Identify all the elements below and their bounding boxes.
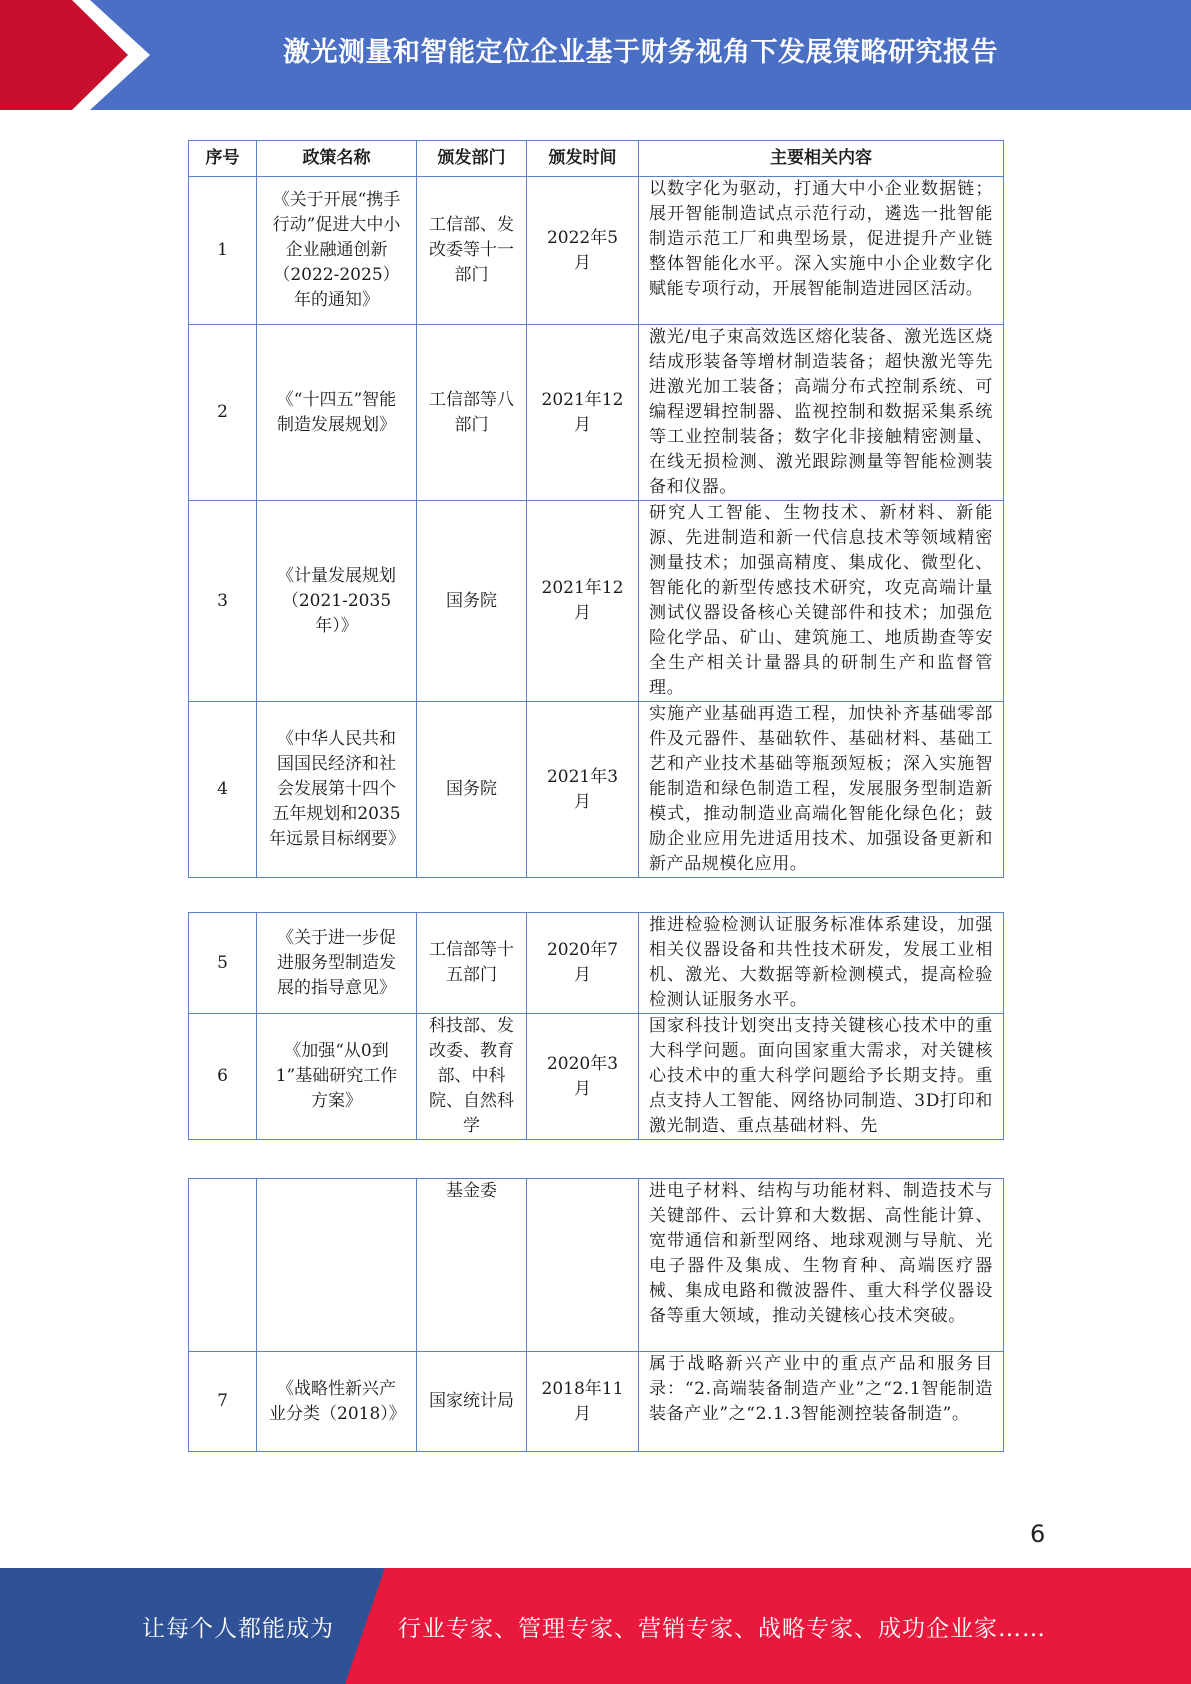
row-number: 6 [189,1014,257,1140]
table-row [189,177,1004,325]
table-row [189,913,1004,1014]
row-number: 3 [189,501,257,702]
row-number: 2 [189,325,257,501]
row-number: 1 [189,177,257,325]
table-row [189,702,1004,878]
policy-name: 《关于进一步促进服务型制造发展的指导意见》 [257,913,417,1014]
policy-name: 《“十四五”智能制造发展规划》 [257,325,417,501]
column-header: 主要相关内容 [639,141,1004,177]
policy-content: 国家科技计划突出支持关键核心技术中的重大科学问题。面向国家重大需求，对关键核心技术中的重大科学问题给予长期支持。重点支持人工智能、网络协同制造、3D打印和激光制造、重点基础材料、先 [639,1014,1004,1140]
issuing-department: 国务院 [417,702,527,878]
table-row [189,1014,1004,1140]
table-row [189,1352,1004,1452]
policy-name: 《中华人民共和国国民经济和社会发展第十四个五年规划和2035年远景目标纲要》 [257,702,417,878]
policy-content: 以数字化为驱动，打通大中小企业数据链；展开智能制造试点示范行动，遴选一批智能制造示范工厂和典型场景，促进提升产业链整体智能化水平。深入实施中小企业数字化赋能专项行动，开展智能制造进园区活动。 [639,177,1004,325]
issuing-department: 科技部、发改委、教育部、中科院、自然科学 [417,1014,527,1140]
page-footer [0,1568,1191,1684]
issue-date: 2020年3月 [527,1014,639,1140]
table-row-continued [189,1179,1004,1352]
policy-table-part-2 [188,912,1004,1140]
page-number: 6 [1030,1520,1046,1548]
column-header: 颁发部门 [417,141,527,177]
page-header [0,0,1191,110]
policy-content: 激光/电子束高效选区熔化装备、激光选区烧结成形装备等增材制造装备；超快激光等先进激光加工装备；高端分布式控制系统、可编程逻辑控制器、监视控制和数据采集系统等工业控制装备；数字化非接触精密测量、在线无损检测、激光跟踪测量等智能检测装备和仪器。 [639,325,1004,501]
table-row [189,501,1004,702]
policy-content: 研究人工智能、生物技术、新材料、新能源、先进制造和新一代信息技术等领域精密测量技术；加强高精度、集成化、微型化、智能化的新型传感技术研究，攻克高端计量测试仪器设备核心关键部件和技术；加强危险化学品、矿山、建筑施工、地质勘查等安全生产相关计量器具的研制生产和监督管理。 [639,501,1004,702]
row-number: 7 [189,1352,257,1452]
issue-date: 2018年11月 [527,1352,639,1452]
issuing-department: 国家统计局 [417,1352,527,1452]
report-title: 激光测量和智能定位企业基于财务视角下发展策略研究报告 [283,37,998,68]
column-header: 政策名称 [257,141,417,177]
table-row [189,325,1004,501]
issuing-department: 工信部、发改委等十一部门 [417,177,527,325]
footer-slogan-left: 让每个人都能成为 [142,1616,334,1642]
issuing-department: 工信部等八部门 [417,325,527,501]
column-header: 序号 [189,141,257,177]
issuing-department: 基金委 [417,1179,527,1352]
row-number: 4 [189,702,257,878]
policy-name: 《加强“从0到1”基础研究工作方案》 [257,1014,417,1140]
policy-content: 属于战略新兴产业中的重点产品和服务目录：“2.高端装备制造产业”之“2.1智能制造装备产业”之“2.1.3智能测控装备制造”。 [639,1352,1004,1452]
policy-content: 实施产业基础再造工程，加快补齐基础零部件及元器件、基础软件、基础材料、基础工艺和产业技术基础等瓶颈短板；深入实施智能制造和绿色制造工程，发展服务型制造新模式，推动制造业高端化智能化绿色化；鼓励企业应用先进适用技术、加强设备更新和新产品规模化应用。 [639,702,1004,878]
policy-table-part-3 [188,1178,1004,1452]
issuing-department: 工信部等十五部门 [417,913,527,1014]
issue-date: 2021年3月 [527,702,639,878]
policy-name: 《计量发展规划（2021-2035年）》 [257,501,417,702]
policy-content: 进电子材料、结构与功能材料、制造技术与关键部件、云计算和大数据、高性能计算、宽带通信和新型网络、地球观测与导航、光电子器件及集成、生物育种、高端医疗器械、集成电路和微波器件、重大科学仪器设备等重大领域，推动关键核心技术突破。 [639,1179,1004,1352]
policy-content: 推进检验检测认证服务标准体系建设，加强相关仪器设备和共性技术研发，发展工业相机、激光、大数据等新检测模式，提高检验检测认证服务水平。 [639,913,1004,1014]
issue-date: 2020年7月 [527,913,639,1014]
issuing-department: 国务院 [417,501,527,702]
policy-table-part-1 [188,140,1004,878]
row-number: 5 [189,913,257,1014]
policy-name [257,1179,417,1352]
column-header: 颁发时间 [527,141,639,177]
issue-date: 2021年12月 [527,325,639,501]
red-arrow-shape [0,0,150,110]
table-header-row [189,141,1004,177]
row-number [189,1179,257,1352]
issue-date: 2021年12月 [527,501,639,702]
footer-slogan-right: 行业专家、管理专家、营销专家、战略专家、成功企业家…… [398,1616,1046,1642]
issue-date: 2022年5月 [527,177,639,325]
policy-name: 《关于开展“携手行动”促进大中小企业融通创新（2022-2025）年的通知》 [257,177,417,325]
issue-date [527,1179,639,1352]
policy-name: 《战略性新兴产业分类（2018）》 [257,1352,417,1452]
